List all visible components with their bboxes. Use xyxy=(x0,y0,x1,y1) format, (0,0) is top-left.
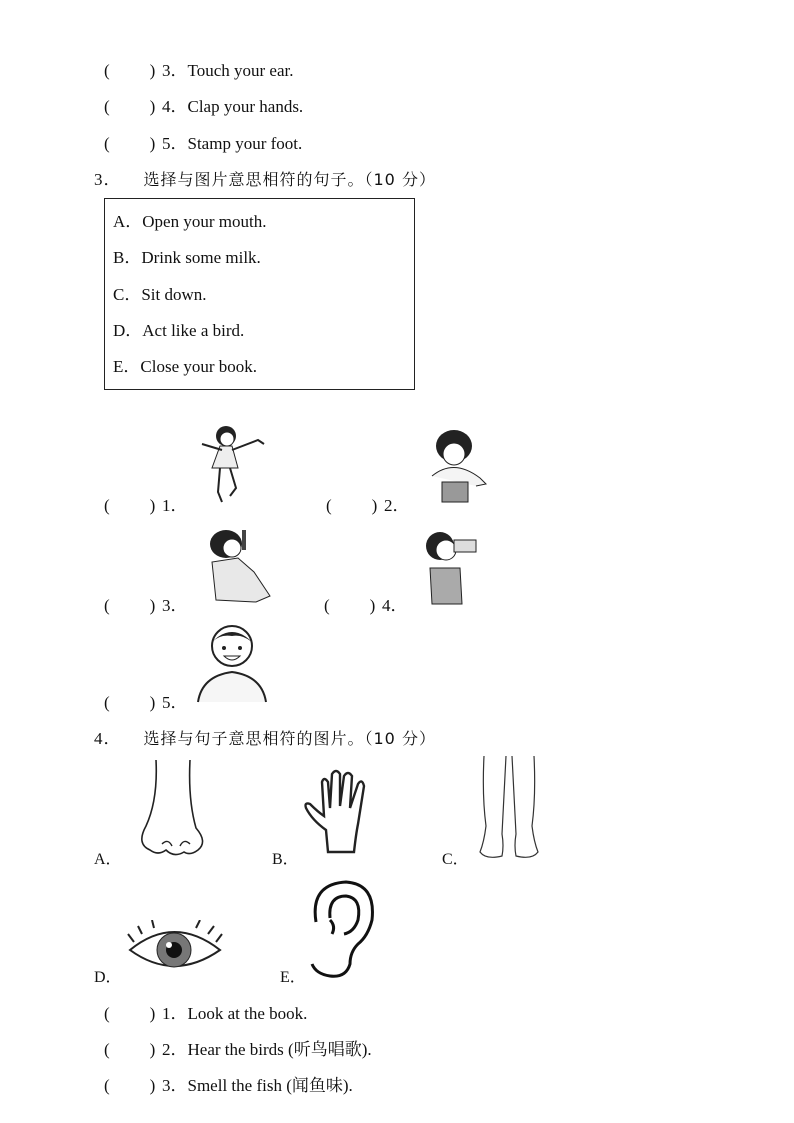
picture-label-a: A． xyxy=(94,851,122,868)
answer-blank[interactable]: ( ) xyxy=(104,496,156,515)
item-text: Clap your hands. xyxy=(187,97,304,116)
question-title: 选择与句子意思相符的图片。（10 分） xyxy=(143,729,436,748)
option-e: E．Close your book. xyxy=(113,357,258,376)
legs-and-feet-picture xyxy=(478,756,540,860)
nose-picture xyxy=(136,760,208,860)
picture-label-e: E． xyxy=(280,969,306,986)
boy-opening-mouth-picture xyxy=(194,624,270,704)
item-text: Touch your ear. xyxy=(187,61,294,80)
q4-item-1: ( ) 1．Look at the book. xyxy=(104,1004,308,1023)
answer-blank[interactable]: ( ) xyxy=(104,693,156,712)
boy-drinking-milk-picture xyxy=(420,528,484,606)
answer-blank[interactable]: ( ) xyxy=(104,596,156,615)
q2-item-4 xyxy=(104,92,303,117)
q4-item-3: ( ) 3．Smell the fish (闻鱼味). xyxy=(104,1076,353,1095)
q2-item-3 xyxy=(104,56,293,81)
item-number: 4． xyxy=(162,97,188,116)
picture-label-c: C． xyxy=(442,851,469,868)
answer-blank[interactable]: ( ) xyxy=(104,61,156,80)
item-text: Hear the birds (听鸟唱歌). xyxy=(187,1040,372,1059)
answer-blank[interactable]: ( ) xyxy=(104,134,156,153)
item-text: Smell the fish (闻鱼味). xyxy=(187,1076,353,1095)
boy-closing-book-picture xyxy=(420,428,488,508)
item-number: 5． xyxy=(162,134,188,153)
picture-label-b: B． xyxy=(272,851,299,868)
ear-picture xyxy=(306,878,378,978)
answer-blank[interactable]: ( ) xyxy=(104,97,156,116)
answer-blank[interactable]: ( ) xyxy=(104,1004,156,1023)
question-title: 选择与图片意思相符的句子。（10 分） xyxy=(143,170,436,189)
question-number: 4． xyxy=(94,729,122,748)
hand-picture xyxy=(302,768,380,854)
q3-answer-5: ( ) 5． xyxy=(104,693,188,712)
item-text: Stamp your foot. xyxy=(187,134,303,153)
q3-answer-1: ( ) 1． xyxy=(104,496,188,515)
girl-acting-like-bird-picture xyxy=(198,422,266,508)
answer-blank[interactable]: ( ) xyxy=(104,1076,156,1095)
option-c: C．Sit down. xyxy=(113,285,207,304)
option-d: D．Act like a bird. xyxy=(113,321,245,340)
q2-item-5 xyxy=(104,129,302,154)
picture-label-d: D． xyxy=(94,969,122,986)
option-a: A．Open your mouth. xyxy=(113,212,267,231)
options-box xyxy=(104,198,415,390)
q4-heading xyxy=(94,724,436,749)
eye-picture xyxy=(126,920,224,978)
question-number: 3． xyxy=(94,170,122,189)
answer-blank[interactable]: ( ) xyxy=(324,596,376,615)
q3-answer-4: ( ) 4． xyxy=(324,596,408,615)
answer-blank[interactable]: ( ) xyxy=(104,1040,156,1059)
item-number: 3． xyxy=(162,61,188,80)
q3-answer-3: ( ) 3． xyxy=(104,596,188,615)
answer-blank[interactable]: ( ) xyxy=(326,496,378,515)
q4-item-2: ( ) 2．Hear the birds (听鸟唱歌). xyxy=(104,1040,372,1059)
girl-sitting-down-picture xyxy=(198,526,276,606)
item-text: Look at the book. xyxy=(187,1004,308,1023)
q3-heading xyxy=(94,165,436,190)
q3-answer-2: ( ) 2． xyxy=(326,496,410,515)
option-b: B．Drink some milk. xyxy=(113,248,261,267)
